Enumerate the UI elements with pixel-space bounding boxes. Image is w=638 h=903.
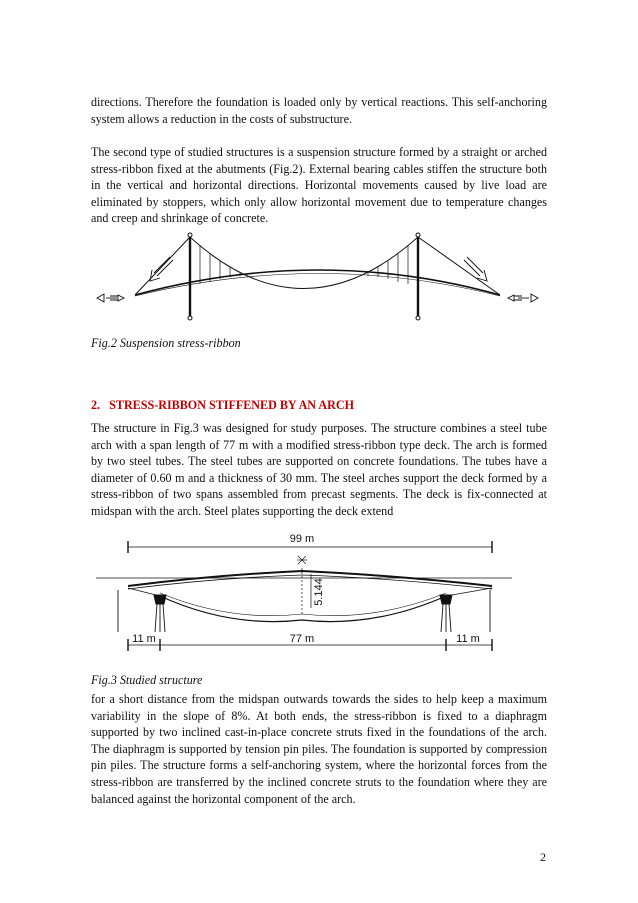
fig3-dim-total: 99 m bbox=[289, 533, 315, 545]
paragraph-intro: directions. Therefore the foundation is loaded only by vertical reactions. This self-anchoring system allows a reduction in the costs of substructure. bbox=[91, 95, 547, 126]
paragraph-studied-structure: The structure in Fig.3 was designed for study purposes. The structure combines a steel tube arch with a span length of 77 m with a modified stress-ribbon type deck. The arch is formed by two steel tubes. The steel tubes are supported on concrete foundations. The tubes have a diameter of 0.60 m and a thickness of 30 mm. The steel arches support the deck formed by a stress-ribbon of two spans assembled from precast segments. The deck is fix-connected at midspan with the arch. Steel plates supporting the deck extend bbox=[91, 421, 547, 518]
figure-3-caption: Fig.3 Studied structure bbox=[91, 673, 203, 687]
figure-2-caption: Fig.2 Suspension stress-ribbon bbox=[91, 336, 241, 350]
fig3-dim-left: 11 m bbox=[132, 633, 156, 645]
paragraph-arch-description: for a short distance from the midspan outwards towards the sides to help keep a maximum variability in the slope of 8%. At both ends, the stress-ribbon is fixed to a diaphragm supported by two inclined cast-in-place concrete struts fixed in the foundations of the arch. The diaphragm is supported by tension pin piles. The foundation is supported by compression pin piles. The structure forms a self-anchoring system, where the horizontal forces from the stress-ribbon are transferred by the inclined concrete struts to the foundation where they are balanced against the horizontal component of the arch. bbox=[91, 692, 547, 806]
fig3-dim-right: 11 m bbox=[456, 633, 480, 645]
page-number: 2 bbox=[540, 850, 546, 864]
fig3-dim-sag: 5.144 bbox=[313, 578, 325, 606]
section-title: STRESS-RIBBON STIFFENED BY AN ARCH bbox=[109, 398, 355, 412]
fig3-dim-mid: 77 m bbox=[289, 633, 315, 645]
section-number: 2. bbox=[91, 398, 101, 412]
paragraph-suspension: The second type of studied structures is a suspension structure formed by a straight or arched stress-ribbon fixed at the abutments (Fig.2). External bearing cables stiffen the structure both in the vertical and horizontal directions. Horizontal movements caused by live load are eliminated by stoppers, which only allow horizontal movement due to temperature changes and creep and shrinkage of concrete. bbox=[91, 145, 547, 226]
